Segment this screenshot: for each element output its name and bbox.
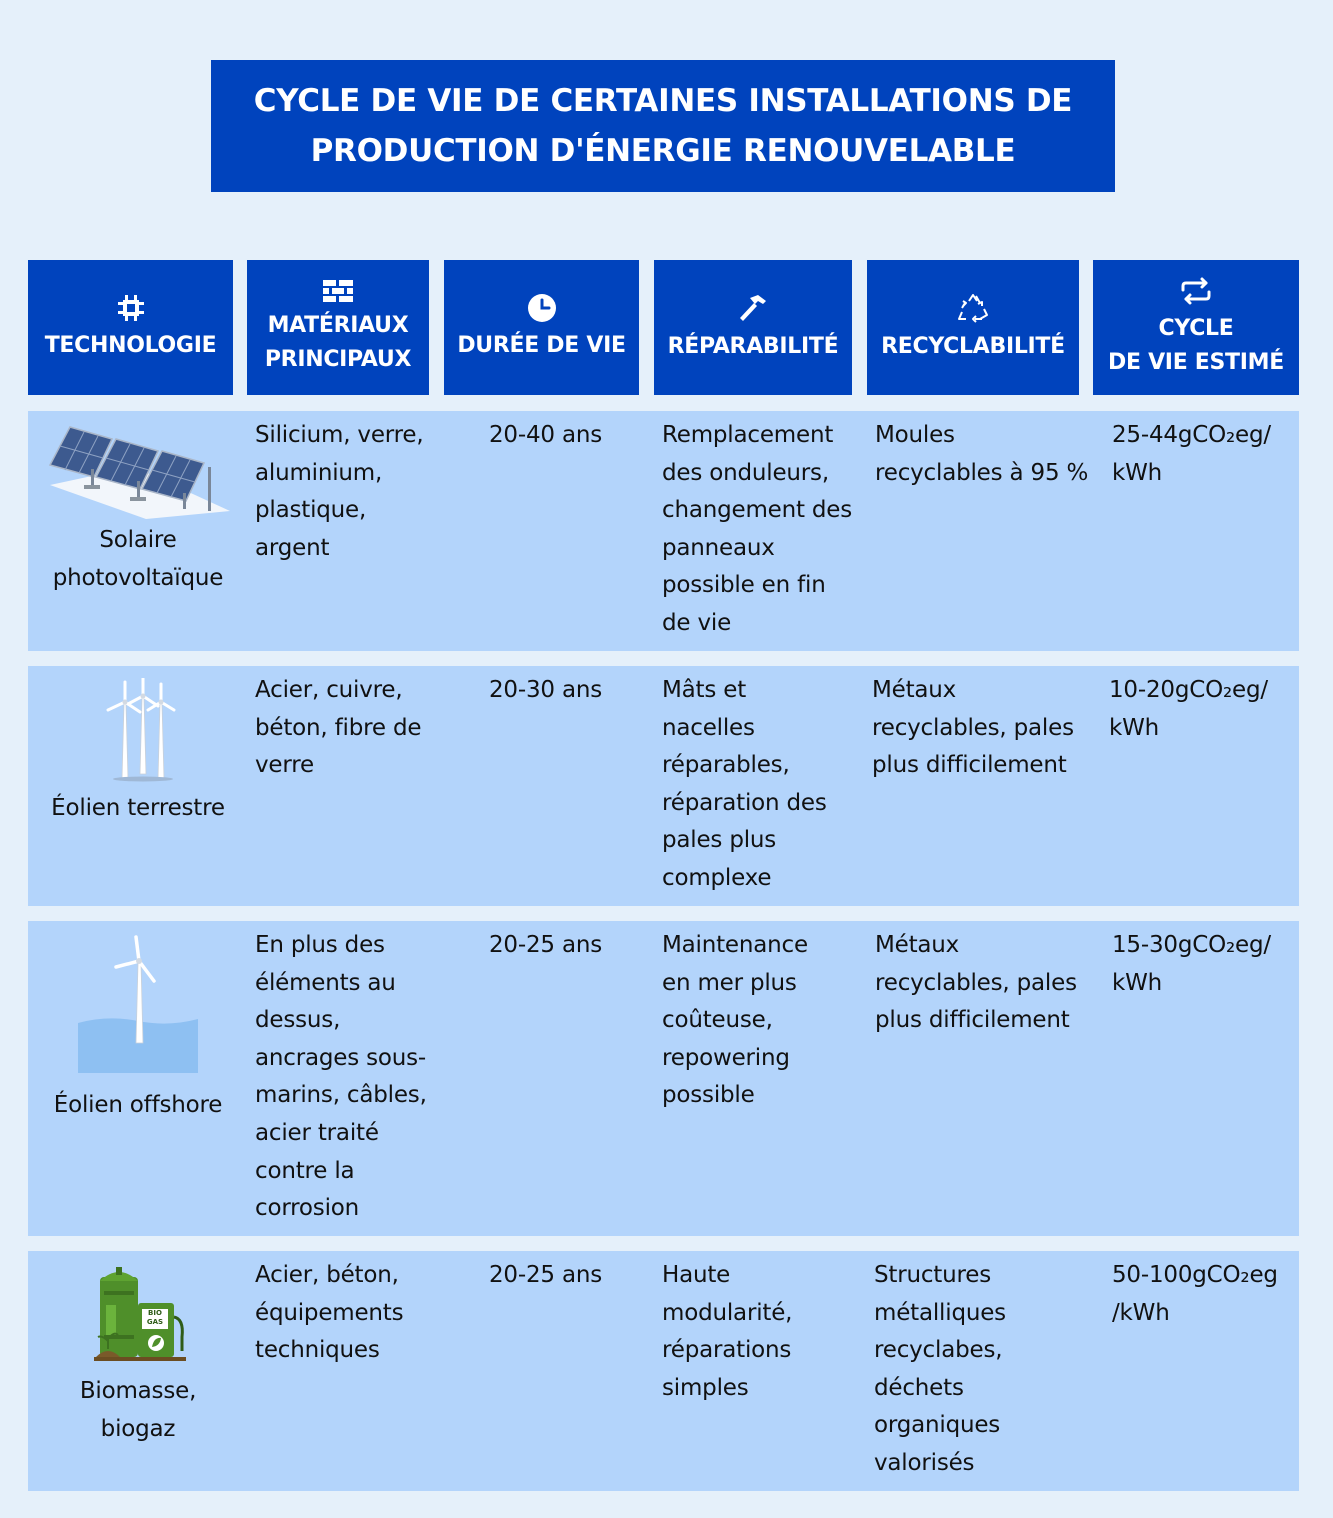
repairability-cell: Mâts et nacelles réparables, réparation des pales plus complexe [662, 677, 827, 891]
chip-icon [116, 293, 146, 323]
header-reparabilite [654, 260, 852, 395]
clock-icon [527, 293, 557, 323]
header-recyclabilite [867, 260, 1079, 395]
header-duree-de-vie [444, 260, 639, 395]
solar-panels-icon [44, 425, 232, 519]
lifespan-cell: 20-30 ans [489, 677, 602, 703]
materials-cell: Silicium, verre, aluminium, plastique, argent [255, 422, 424, 561]
header-label: RECYCLABILITÉ [881, 333, 1065, 359]
header-materiaux [247, 260, 429, 395]
recyclability-cell: Moules recyclables à 95 % [875, 422, 1089, 486]
technology-name: Biomasse, biogaz [79, 1378, 197, 1442]
table-row [28, 921, 1299, 1236]
header-cycle-de-vie-estime [1093, 260, 1299, 395]
repairability-cell: Haute modularité, réparations simples [662, 1262, 793, 1401]
recyclability-cell: Métaux recyclables, pales plus difficilement [875, 932, 1077, 1034]
repairability-cell: Maintenance en mer plus coûteuse, repowering possible [662, 932, 808, 1109]
technology-name: Éolien offshore [53, 1092, 223, 1118]
lifespan-cell: 20-25 ans [489, 932, 602, 958]
biogas-plant-icon [94, 1265, 186, 1361]
technology-name: Solaire photovoltaïque [52, 527, 224, 591]
lifespan-cell: 20-40 ans [489, 422, 602, 448]
technology-name: Éolien terrestre [51, 795, 225, 821]
lifecycle-cell: 10-20gCO₂eg/ kWh [1109, 677, 1268, 741]
lifecycle-cell: 50-100gCO₂eg /kWh [1112, 1262, 1278, 1326]
wind-turbines-icon [100, 678, 176, 782]
repairability-cell: Remplacement des onduleurs, changement des panneaux possible en fin de vie [662, 422, 853, 636]
hammer-icon [736, 292, 770, 324]
page-title: CYCLE DE VIE DE CERTAINES INSTALLATIONS DE PRODUCTION D'ÉNERGIE RENOUVELABLE [211, 60, 1115, 192]
bricks-icon [322, 279, 354, 303]
recyclability-cell: Métaux recyclables, pales plus difficilement [872, 677, 1074, 779]
biogas-sign-text: BIO GAS [146, 1309, 164, 1326]
lifespan-cell: 20-25 ans [489, 1262, 602, 1288]
lifecycle-cell: 25-44gCO₂eg/ kWh [1112, 422, 1271, 486]
recyclability-cell: Structures métalliques recyclabes, déchets organiques valorisés [874, 1262, 1006, 1476]
header-label: DURÉE DE VIE [457, 332, 626, 358]
lifecycle-cell: 15-30gCO₂eg/ kWh [1112, 932, 1271, 996]
table-row [28, 666, 1299, 906]
materials-cell: Acier, béton, équipements techniques [255, 1262, 404, 1364]
header-label: RÉPARABILITÉ [667, 333, 839, 359]
header-label: CYCLE DE VIE ESTIMÉ [1108, 315, 1284, 375]
materials-cell: En plus des éléments au dessus, ancrages sous- marins, câbles, acier traité contre la corrosion [255, 932, 427, 1222]
table-row [28, 411, 1299, 651]
recycle-icon [956, 292, 990, 324]
offshore-turbine-icon [78, 935, 198, 1073]
header-technologie [28, 260, 233, 395]
cycle-arrows-icon [1179, 276, 1213, 306]
header-label: TECHNOLOGIE [44, 332, 217, 358]
header-label: MATÉRIAUX PRINCIPAUX [264, 312, 412, 372]
table-row [28, 1251, 1299, 1491]
materials-cell: Acier, cuivre, béton, fibre de verre [255, 677, 422, 779]
